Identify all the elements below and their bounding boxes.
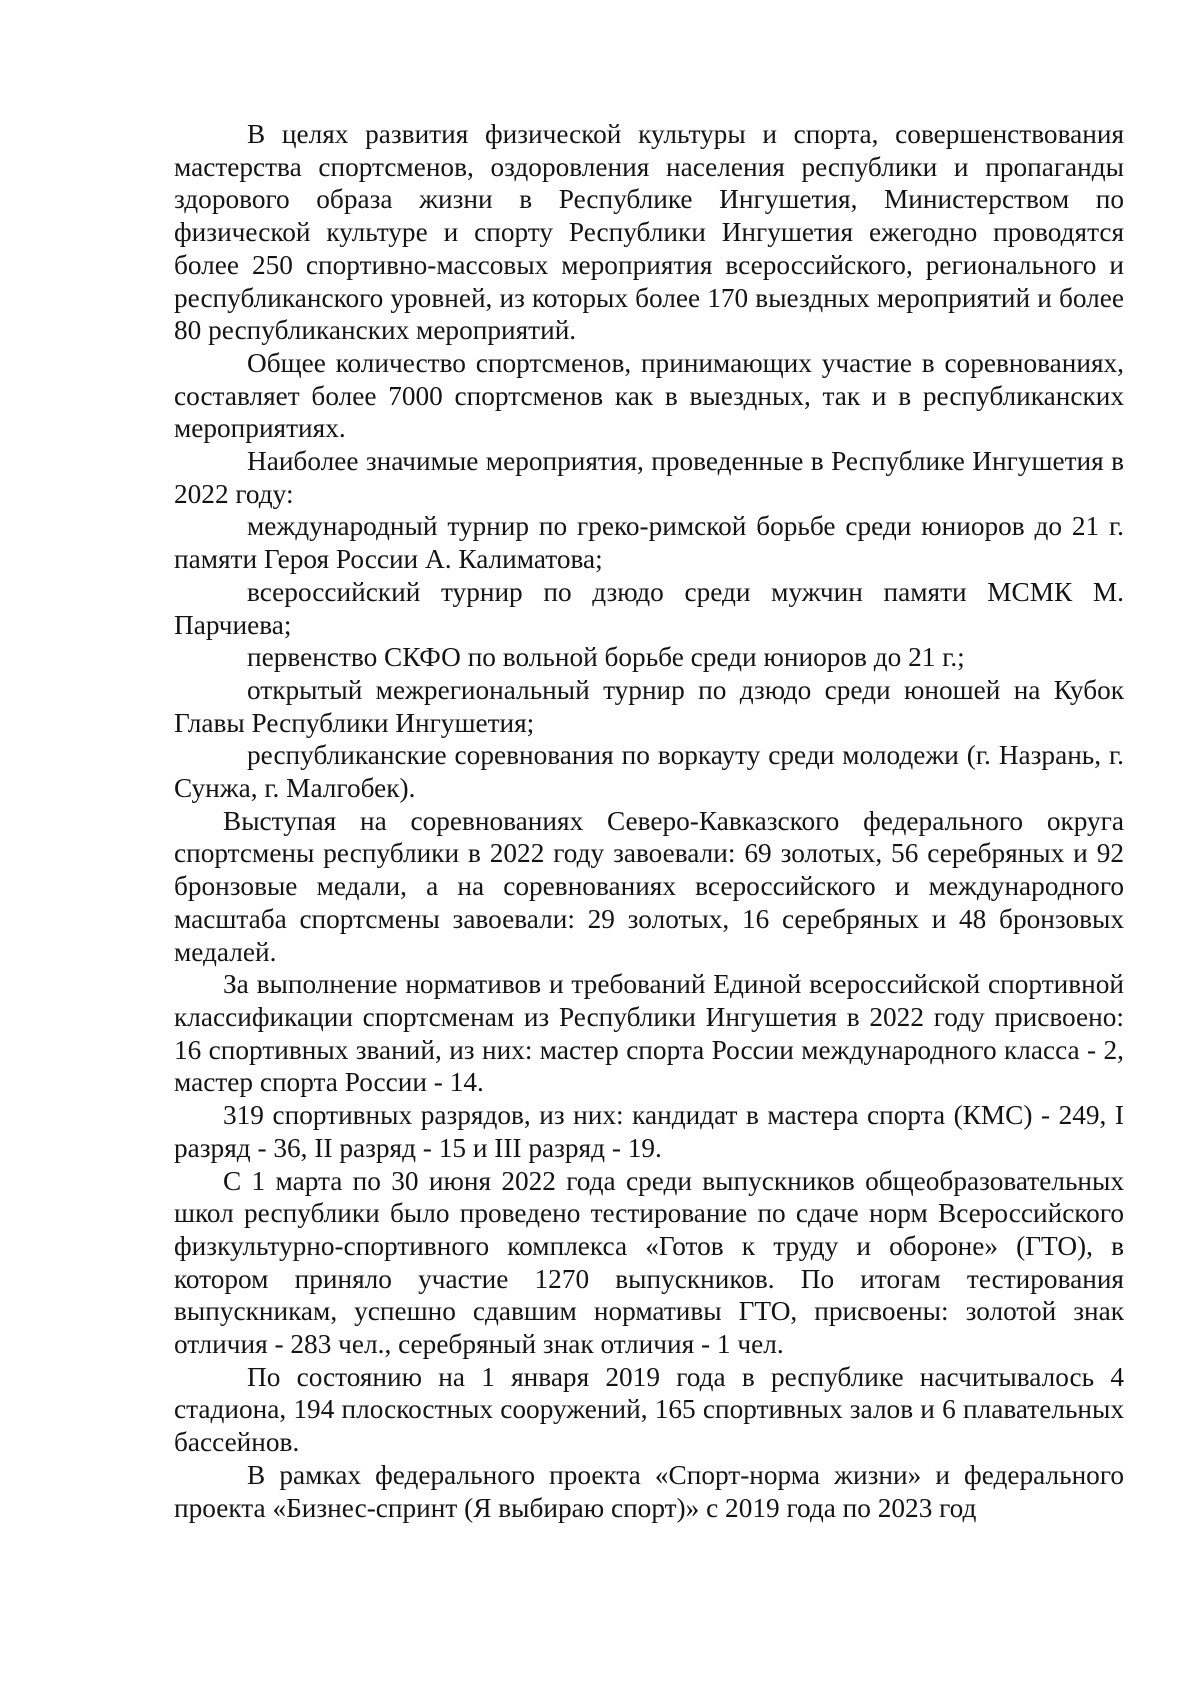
document-page xyxy=(174,118,1124,1524)
paragraph-intro: В целях развития физической культуры и спорта, совершенствования мастерства спортсменов, оздоровления населения республики и пропаганды здорового образа жизни в Республике Ингушетия, Министерством по физической культуре и спорту Республики Ингушетия ежегодно проводятся более 250 спортивно-массовых мероприятия всероссийского, регионального и республиканского уровней, из которых более 170 выездных мероприятий и более 80 республиканских мероприятий. xyxy=(174,119,1124,346)
paragraph-facilities: По состоянию на 1 января 2019 года в республике насчитывалось 4 стадиона, 194 плоскостных сооружений, 165 спортивных залов и 6 плавательных бассейнов. xyxy=(174,1361,1124,1458)
paragraph-skfo-medals: Выступая на соревнованиях Северо-Кавказского федерального округа спортсмены республики в 2022 году завоевали: 69 золотых, 56 серебряных и 92 бронзовые медали, а на соревнованиях всероссийского и международного масштаба спортсмены завоевали: 29 золотых, 16 серебряных и 48 бронзовых медалей. xyxy=(174,805,1124,967)
paragraph-sport-ranks: 319 спортивных разрядов, из них: кандидат в мастера спорта (КМС) - 249, I разряд - 36, II разряд - 15 и III разряд - 19. xyxy=(174,1100,1124,1163)
list-item: открытый межрегиональный турнир по дзюдо среди юношей на Кубок Главы Республики Ингушетия; xyxy=(174,674,1124,738)
paragraph-federal-projects: В рамках федерального проекта «Спорт-норма жизни» и федерального проекта «Бизнес-спринт (Я выбираю спорт)» с 2019 года по 2023 год xyxy=(174,1459,1124,1523)
list-item: первенство СКФО по вольной борьбе среди юниоров до 21 г.; xyxy=(247,642,965,673)
list-item: всероссийский турнир по дзюдо среди мужчин памяти МСМК М. Парчиева; xyxy=(174,576,1124,640)
paragraph-events-heading: Наиболее значимые мероприятия, проведенные в Республике Ингушетия в 2022 году: xyxy=(174,446,1124,509)
list-item: международный турнир по греко-римской борьбе среди юниоров до 21 г. памяти Героя России А. Калиматова; xyxy=(174,511,1124,575)
paragraph-sport-titles: За выполнение нормативов и требований Единой всероссийской спортивной классификации спортсменам из Республики Ингушетия в 2022 году присвоено: 16 спортивных званий, из них: мастер спорта России международного класса - 2, мастер спорта России - 14. xyxy=(174,969,1124,1098)
list-item: республиканские соревнования по воркауту среди молодежи (г. Назрань, г. Сунжа, г. Малгобек). xyxy=(174,740,1124,804)
paragraph-athletes-count: Общее количество спортсменов, принимающих участие в соревнованиях, составляет более 7000 спортсменов как в выездных, так и в республиканских мероприятиях. xyxy=(174,347,1124,444)
paragraph-gto-testing: С 1 марта по 30 июня 2022 года среди выпускников общеобразовательных школ республики было проведено тестирование по сдаче норм Всероссийского физкультурно-спортивного комплекса «Готов к труду и обороне» (ГТО), в котором приняло участие 1270 выпускников. По итогам тестирования выпускникам, успешно сдавшим нормативы ГТО, присвоены: золотой знак отличия - 283 чел., серебряный знак отличия - 1 чел. xyxy=(174,1165,1124,1360)
